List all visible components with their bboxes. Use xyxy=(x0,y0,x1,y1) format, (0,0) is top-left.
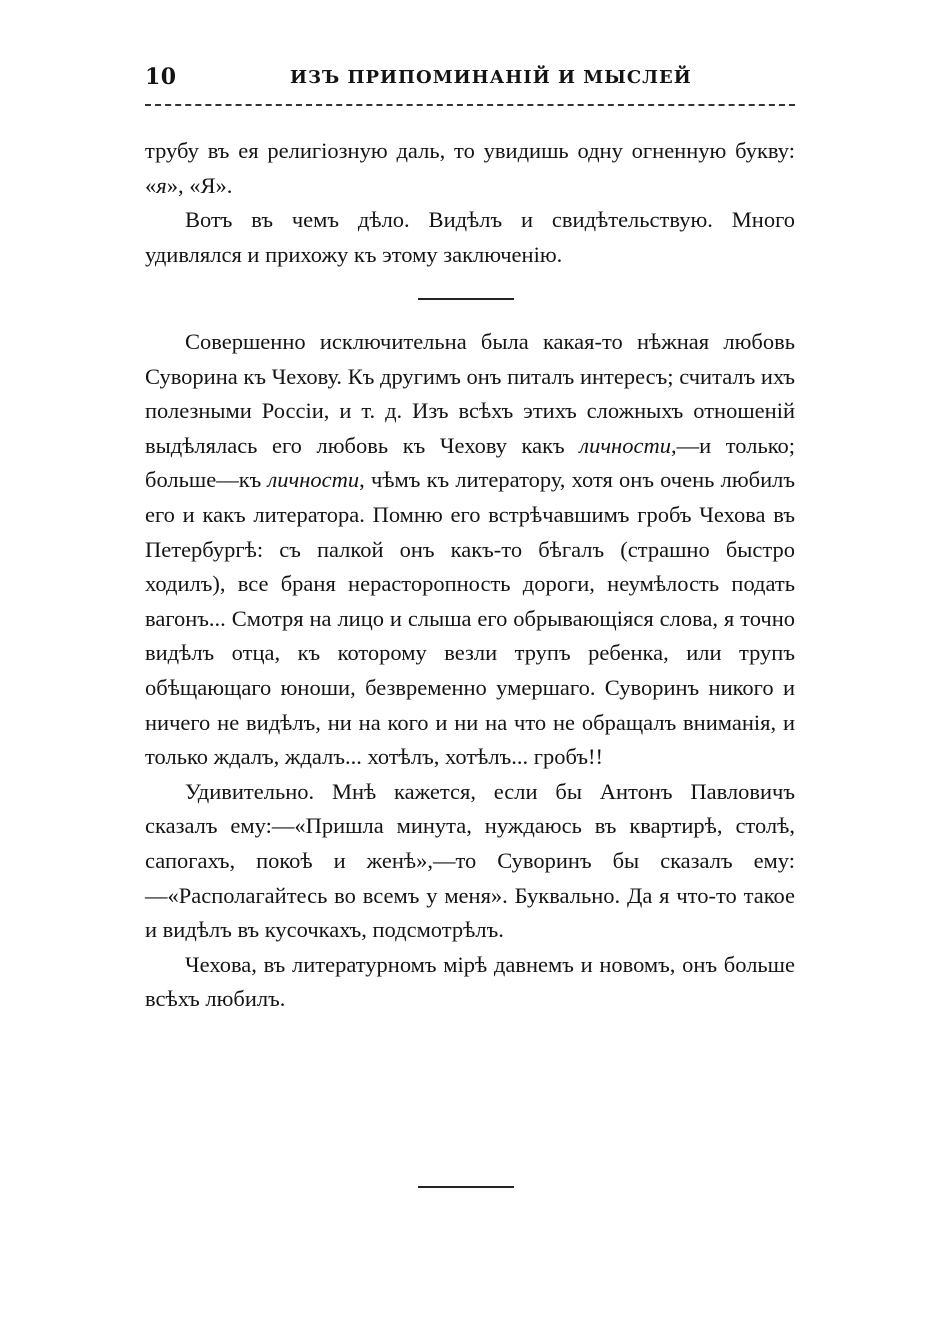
italic-word: личности xyxy=(267,467,360,493)
paragraph: Вотъ въ чемъ дѣло. Видѣлъ и свидѣтельствую. Много удивлялся и прихожу къ этому заключенію. xyxy=(145,207,795,267)
paragraph-text: Совершенно исключительна была какая-то нѣжная любовь Суворина къ Чехову. Къ другимъ онъ питалъ интересъ; считалъ ихъ полезными Россіи, и т. д. Изъ всѣхъ этихъ сложныхъ отношеній выдѣлялась его любовь къ Чехову какъ xyxy=(145,329,795,458)
italic-word: я xyxy=(156,172,167,198)
paragraph-text: », «Я». xyxy=(166,172,233,198)
page-number: 10 xyxy=(145,64,177,90)
paragraph-text: трубу въ ея религіозную даль, то увидишь одну огненную букву: « xyxy=(145,138,795,198)
page-header xyxy=(145,64,795,96)
paragraph: Чехова, въ литературномъ мірѣ давнемъ и новомъ, онъ больше всѣхъ любилъ. xyxy=(145,951,795,1012)
section-separator xyxy=(418,1186,514,1188)
paragraph-text: , чѣмъ къ литератору, хотя онъ очень любилъ его и какъ литератора. Помню его встрѣчавшимъ гробъ Чехова въ Петербургѣ: съ палкой онъ какъ-то бѣгалъ (страшно быстро ходилъ), все браня нерасторопность дороги, неумѣлость подать вагонъ... Смотря на лицо и слыша его обрывающіяся слова, я точно видѣлъ отца, къ которому везли трупъ ребенка, или трупъ обѣщающаго юноши, безвременно умершаго. Суворинъ никого и ничего не видѣлъ, ни на кого и ни на что не обращалъ вниманія, и только ждалъ, ждалъ... хотѣлъ, хотѣлъ... гробъ!! xyxy=(145,467,795,770)
section-separator xyxy=(418,298,514,300)
text-section-2 xyxy=(145,325,795,1017)
text-section-1 xyxy=(145,134,795,272)
paragraph-continued xyxy=(145,134,795,203)
running-title: ИЗЪ ПРИПОМИНАНІЙ И МЫСЛЕЙ xyxy=(290,67,692,88)
paragraph: Удивительно. Мнѣ кажется, если бы Антонъ Павловичъ сказалъ ему:—«Пришла минута, нуждаюсь въ квартирѣ, столѣ, сапогахъ, покоѣ и женѣ»,—то Суворинъ бы сказалъ ему:—«Располагайтесь во всемъ у меня». Буквально. Да я что-то такое и видѣлъ въ кусочкахъ, подсмотрѣлъ. xyxy=(145,778,795,943)
paragraph xyxy=(145,325,795,775)
header-rule xyxy=(145,104,795,106)
italic-word: личности xyxy=(579,432,671,458)
paragraph-text: ,—и только; больше—къ xyxy=(145,432,795,493)
